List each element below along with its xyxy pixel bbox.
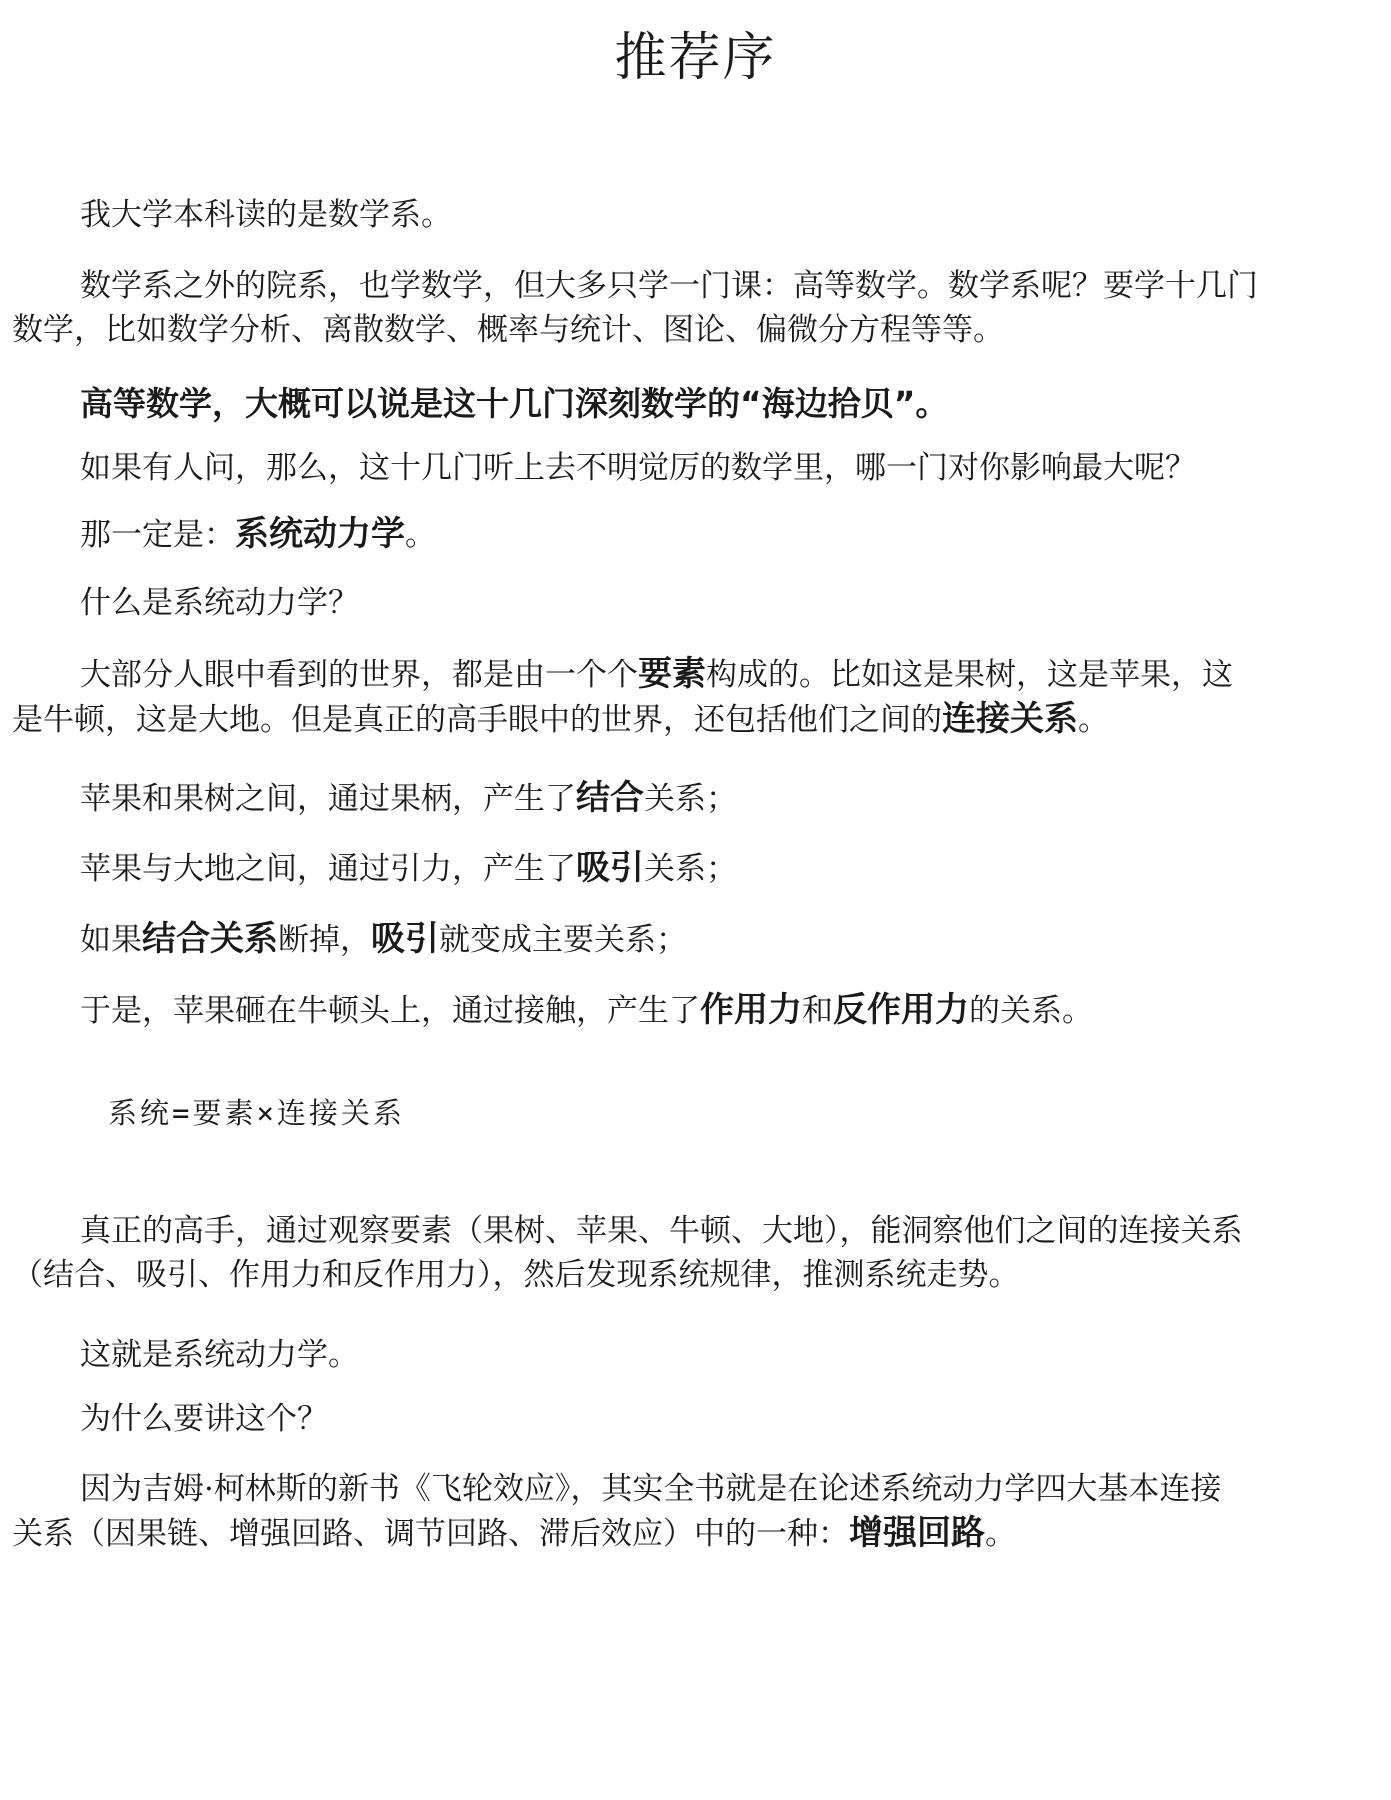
text-run: 。: [1078, 702, 1109, 738]
paragraph-headline: 高等数学，大概可以说是这十几门深刻数学的“海边拾贝”。: [80, 384, 949, 423]
paragraph-line: 数学，比如数学分析、离散数学、概率与统计、图论、偏微分方程等等。: [12, 312, 1004, 348]
text-run: 断掉，: [278, 922, 371, 958]
emphasis-text: 要素: [638, 654, 706, 694]
text-run: 关系（因果链、增强回路、调节回路、滞后效应）中的一种：: [12, 1516, 849, 1552]
paragraph-line: [12, 652, 1381, 697]
paragraph-answer: [0, 512, 1391, 557]
text-run: 构成的。比如这是果树，这是苹果，这: [706, 657, 1233, 693]
paragraph-newton: [0, 988, 1391, 1033]
formula: 系统=要素×连接关系: [108, 1096, 405, 1130]
paragraph-combination: [0, 776, 1391, 821]
paragraph-this-is: 这就是系统动力学。: [80, 1337, 359, 1373]
text-run: 关系；: [644, 851, 737, 887]
paragraph-line: [12, 697, 1381, 742]
text-run: 就变成主要关系；: [439, 922, 687, 958]
paragraph-master: [0, 1209, 1391, 1297]
text-run: 苹果和果树之间，通过果柄，产生了: [80, 781, 576, 817]
paragraph-line: 真正的高手，通过观察要素（果树、苹果、牛顿、大地），能洞察他们之间的连接关系: [80, 1213, 1243, 1249]
emphasis-text: 结合关系: [142, 919, 278, 959]
paragraph-intro: 我大学本科读的是数学系。: [80, 197, 452, 233]
emphasis-text: 反作用力: [833, 990, 969, 1030]
paragraph-line: 因为吉姆·柯林斯的新书《飞轮效应》，其实全书就是在论述系统动力学四大基本连接: [80, 1471, 1222, 1507]
paragraph-math-department: [0, 264, 1391, 352]
paragraph-line: （结合、吸引、作用力和反作用力），然后发现系统规律，推测系统走势。: [12, 1257, 1020, 1293]
emphasis-text: 系统动力学: [235, 514, 405, 554]
text-run: 大部分人眼中看到的世界，都是由一个个: [80, 657, 638, 693]
text-run: 关系；: [644, 781, 737, 817]
text-run: 那一定是：: [80, 517, 235, 553]
paragraph-what-is: 什么是系统动力学？: [80, 585, 359, 621]
paragraph-break: [0, 917, 1391, 962]
paragraph-question: 如果有人问，那么，这十几门听上去不明觉厉的数学里，哪一门对你影响最大呢？: [80, 450, 1196, 486]
text-run: 是牛顿，这是大地。但是真正的高手眼中的世界，还包括他们之间的: [12, 702, 942, 738]
paragraph-line: [12, 1511, 1381, 1556]
paragraph-why: 为什么要讲这个？: [80, 1401, 328, 1437]
emphasis-text: 结合: [576, 778, 644, 818]
text-run: 如果: [80, 922, 142, 958]
text-run: 。: [405, 517, 436, 553]
paragraph-line: 数学系之外的院系，也学数学，但大多只学一门课：高等数学。数学系呢？要学十几门: [80, 268, 1258, 304]
emphasis-text: 吸引: [576, 848, 644, 888]
emphasis-text: 吸引: [371, 919, 439, 959]
text-run: 于是，苹果砸在牛顿头上，通过接触，产生了: [80, 993, 700, 1029]
page-title: 推荐序: [614, 28, 777, 88]
text-run: 和: [802, 993, 833, 1029]
paragraph-attraction: [0, 846, 1391, 891]
paragraph-flywheel: [0, 1467, 1391, 1556]
emphasis-text: 增强回路: [849, 1513, 985, 1553]
emphasis-text: 连接关系: [942, 699, 1078, 739]
text-run: 的关系。: [969, 993, 1093, 1029]
text-run: 苹果与大地之间，通过引力，产生了: [80, 851, 576, 887]
paragraph-elements: [0, 652, 1391, 742]
emphasis-text: 作用力: [700, 990, 802, 1030]
text-run: 。: [985, 1516, 1016, 1552]
